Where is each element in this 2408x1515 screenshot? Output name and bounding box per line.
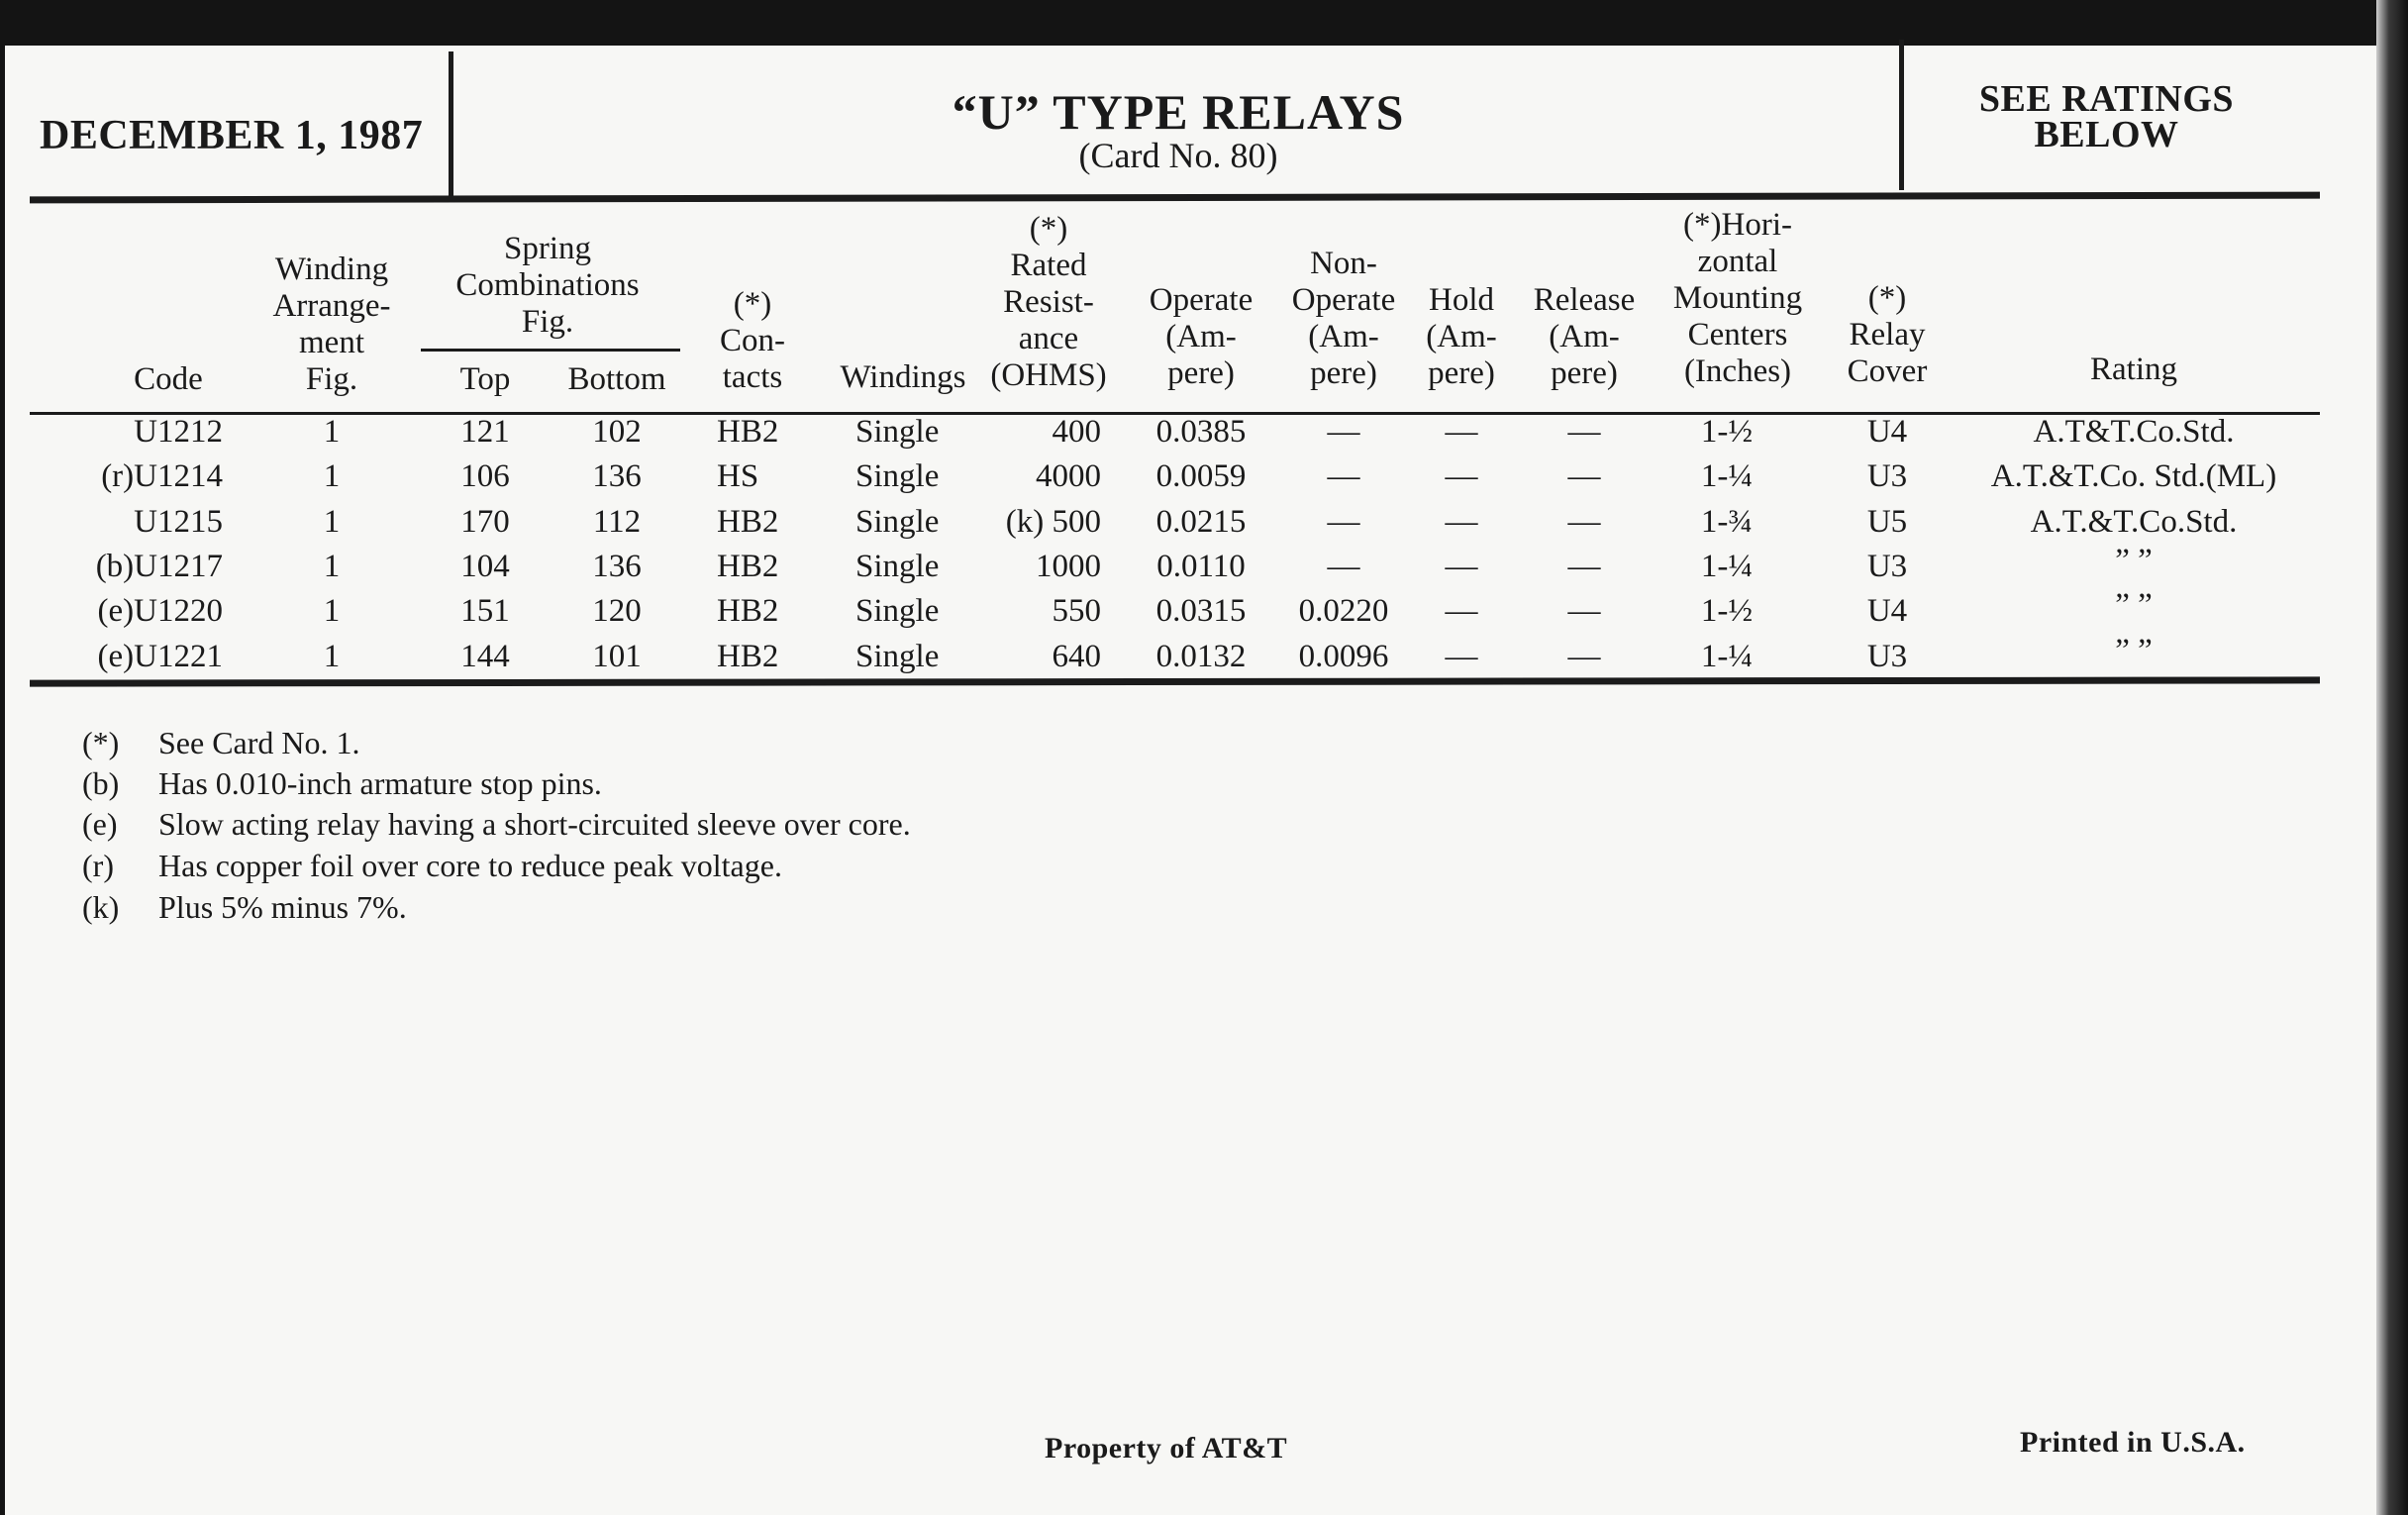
cell-code: U1212: [134, 414, 223, 450]
col-header-line: (*): [1029, 211, 1068, 247]
cell-bottom: 102: [592, 414, 642, 450]
col-header-line: Hold: [1429, 282, 1494, 318]
cell-bottom: 112: [592, 504, 642, 540]
cell-contacts: HS: [717, 458, 759, 494]
footnote-key: (r): [82, 848, 114, 883]
cell-rating: A.T&T.Co.Std.: [2033, 414, 2235, 450]
cell-operate: 0.0385: [1155, 414, 1247, 450]
cell-bottom: 136: [592, 549, 642, 584]
cell-winding: 1: [323, 549, 341, 584]
col-header-line: Top: [459, 361, 511, 397]
table-row: [0, 504, 2376, 548]
col-header-line: Operate: [1149, 282, 1254, 318]
cell-cover: U3: [1866, 549, 1908, 584]
cell-top: 151: [460, 593, 510, 629]
card-title: “U” TYPE RELAYS: [952, 84, 1405, 140]
cell-resistance: (k) 500: [1005, 504, 1101, 540]
col-header-line: (*): [733, 286, 772, 322]
col-header-line: (Am-: [1165, 319, 1237, 354]
footnote-text: Has copper foil over core to reduce peak voltage.: [158, 848, 782, 883]
footnote-text: Has 0.010-inch armature stop pins.: [158, 765, 602, 801]
cell-contacts: HB2: [717, 504, 779, 540]
cell-cover: U3: [1866, 639, 1908, 674]
header-divider-right: [1899, 40, 1904, 190]
cell-hold: —: [1445, 549, 1478, 584]
printed-label: Printed in U.S.A.: [2020, 1426, 2246, 1459]
cell-top: 144: [460, 639, 510, 674]
cell-winding: 1: [323, 639, 341, 674]
col-header-line: Release: [1533, 282, 1636, 318]
cell-hold: —: [1445, 458, 1478, 494]
cell-top: 104: [460, 549, 510, 584]
cell-mounting: 1-¼: [1700, 639, 1754, 674]
property-label: Property of AT&T: [1045, 1432, 1288, 1464]
cell-hold: —: [1445, 414, 1478, 450]
col-header-line: Fig.: [521, 304, 574, 340]
col-header-line: tacts: [722, 359, 783, 395]
cell-top: 106: [460, 458, 510, 494]
col-header-line: Combinations: [455, 267, 640, 303]
cell-operate: 0.0132: [1155, 639, 1247, 674]
cell-nonoperate: —: [1327, 549, 1360, 584]
col-header-line: (Am-: [1308, 319, 1379, 354]
col-header-line: Con-: [720, 323, 785, 358]
table-row: [0, 633, 2376, 682]
footnote-text: See Card No. 1.: [158, 725, 360, 760]
cell-windings: Single: [855, 639, 940, 674]
cell-rating: A.T.&T.Co. Std.(ML): [1990, 458, 2277, 494]
cell-cover: U4: [1866, 593, 1908, 629]
cell-bottom: 136: [592, 458, 642, 494]
cell-mounting: 1-½: [1700, 593, 1754, 629]
cell-cover: U4: [1866, 414, 1908, 450]
col-header-line: Operate: [1291, 282, 1396, 318]
cell-code: (e)U1220: [97, 593, 223, 629]
table-row: [0, 543, 2376, 592]
col-header-line: (*)Hori-: [1683, 207, 1792, 243]
cell-hold: —: [1445, 639, 1478, 674]
footnote-key: (b): [82, 765, 120, 801]
header-divider-left: [449, 51, 453, 198]
footnote-key: (k): [82, 889, 120, 925]
cell-operate: 0.0059: [1155, 458, 1247, 494]
col-header-line: Winding: [274, 252, 389, 287]
cell-rating: ” ”: [2115, 587, 2153, 623]
cell-windings: Single: [855, 593, 940, 629]
col-header-line: Spring: [503, 231, 591, 266]
footnote-text: Slow acting relay having a short-circuited sleeve over core.: [158, 806, 911, 842]
cell-resistance: 1000: [1036, 549, 1101, 584]
cell-release: —: [1567, 549, 1601, 584]
cell-operate: 0.0315: [1155, 593, 1247, 629]
cell-resistance: 4000: [1036, 458, 1101, 494]
col-header-line: Centers: [1687, 317, 1788, 353]
cell-code: (b)U1217: [95, 549, 223, 584]
col-header-line: Arrange-: [272, 288, 391, 324]
cell-windings: Single: [855, 504, 940, 540]
col-header-line: pere): [1310, 355, 1377, 391]
cell-windings: Single: [855, 458, 940, 494]
cell-code: (r)U1214: [101, 458, 223, 494]
cell-contacts: HB2: [717, 593, 779, 629]
col-header-line: Bottom: [567, 361, 666, 397]
cell-release: —: [1567, 593, 1601, 629]
cell-release: —: [1567, 639, 1601, 674]
cell-operate: 0.0110: [1156, 549, 1246, 584]
cell-mounting: 1-¾: [1700, 504, 1754, 540]
card-subtitle: (Card No. 80): [1078, 136, 1278, 175]
cell-bottom: 120: [592, 593, 642, 629]
col-header-line: ance: [1018, 321, 1079, 356]
cell-nonoperate: 0.0096: [1298, 639, 1389, 674]
cell-windings: Single: [855, 414, 940, 450]
col-header-line: Non-: [1310, 246, 1377, 281]
cell-hold: —: [1445, 593, 1478, 629]
cell-rating: ” ”: [2115, 543, 2153, 578]
cell-resistance: 550: [1052, 593, 1101, 629]
col-header-line: zontal: [1697, 244, 1778, 279]
spring-rule: [421, 349, 680, 352]
col-header-line: ment: [299, 325, 364, 360]
card-date: DECEMBER 1, 1987: [40, 113, 424, 158]
cell-release: —: [1567, 504, 1601, 540]
col-header-line: (*): [1867, 280, 1907, 316]
cell-mounting: 1-¼: [1700, 458, 1754, 494]
col-header-line: pere): [1428, 355, 1495, 391]
cell-contacts: HB2: [717, 639, 779, 674]
cell-contacts: HB2: [717, 549, 779, 584]
col-header-line: Cover: [1847, 354, 1928, 389]
footnote-key: (e): [82, 806, 118, 842]
table-row: [0, 587, 2376, 637]
col-header-line: (Am-: [1549, 319, 1620, 354]
col-header-rating: [1985, 352, 2282, 388]
cell-winding: 1: [323, 458, 341, 494]
col-header-line: Windings: [840, 359, 966, 395]
cell-resistance: 640: [1052, 639, 1101, 674]
cell-mounting: 1-½: [1700, 414, 1754, 450]
table-row: [0, 458, 2376, 502]
col-header-line: pere): [1551, 355, 1618, 391]
col-header-line: Rating: [2090, 352, 2177, 387]
col-header-line: Relay: [1849, 317, 1926, 353]
cell-top: 170: [460, 504, 510, 540]
cell-windings: Single: [855, 549, 940, 584]
cell-nonoperate: 0.0220: [1298, 593, 1389, 629]
cell-cover: U3: [1866, 458, 1908, 494]
cell-rating: ” ”: [2115, 633, 2153, 668]
cell-contacts: HB2: [717, 414, 779, 450]
cell-top: 121: [460, 414, 510, 450]
cell-code: (e)U1221: [97, 639, 223, 674]
col-header-line: Fig.: [305, 361, 358, 397]
cell-nonoperate: —: [1327, 504, 1360, 540]
table-row: [0, 414, 2376, 457]
cell-release: —: [1567, 458, 1601, 494]
cell-bottom: 101: [592, 639, 642, 674]
footnote-key: (*): [82, 725, 120, 760]
cell-operate: 0.0215: [1155, 504, 1247, 540]
cell-rating: A.T.&T.Co.Std.: [2030, 504, 2238, 540]
cell-mounting: 1-¼: [1700, 549, 1754, 584]
col-header-line: Rated: [1010, 248, 1087, 283]
cell-resistance: 400: [1052, 414, 1101, 450]
ratings-note: SEE RATINGS BELOW: [1978, 78, 2235, 155]
col-header-line: Code: [134, 361, 203, 397]
footnote-text: Plus 5% minus 7%.: [158, 889, 407, 925]
col-header-line: (Am-: [1426, 319, 1497, 354]
cell-nonoperate: —: [1327, 458, 1360, 494]
cell-hold: —: [1445, 504, 1478, 540]
col-header-line: pere): [1167, 355, 1235, 391]
cell-winding: 1: [323, 593, 341, 629]
cell-winding: 1: [323, 504, 341, 540]
card-edge-shadow: [2376, 0, 2408, 1515]
cell-nonoperate: —: [1327, 414, 1360, 450]
cell-cover: U5: [1866, 504, 1908, 540]
col-header-line: (Inches): [1683, 354, 1792, 389]
col-header-line: Resist-: [1003, 284, 1094, 320]
cell-release: —: [1567, 414, 1601, 450]
col-header-line: Mounting: [1672, 280, 1803, 316]
col-header-line: (OHMS): [990, 357, 1107, 393]
cell-code: U1215: [134, 504, 223, 540]
cell-winding: 1: [323, 414, 341, 450]
